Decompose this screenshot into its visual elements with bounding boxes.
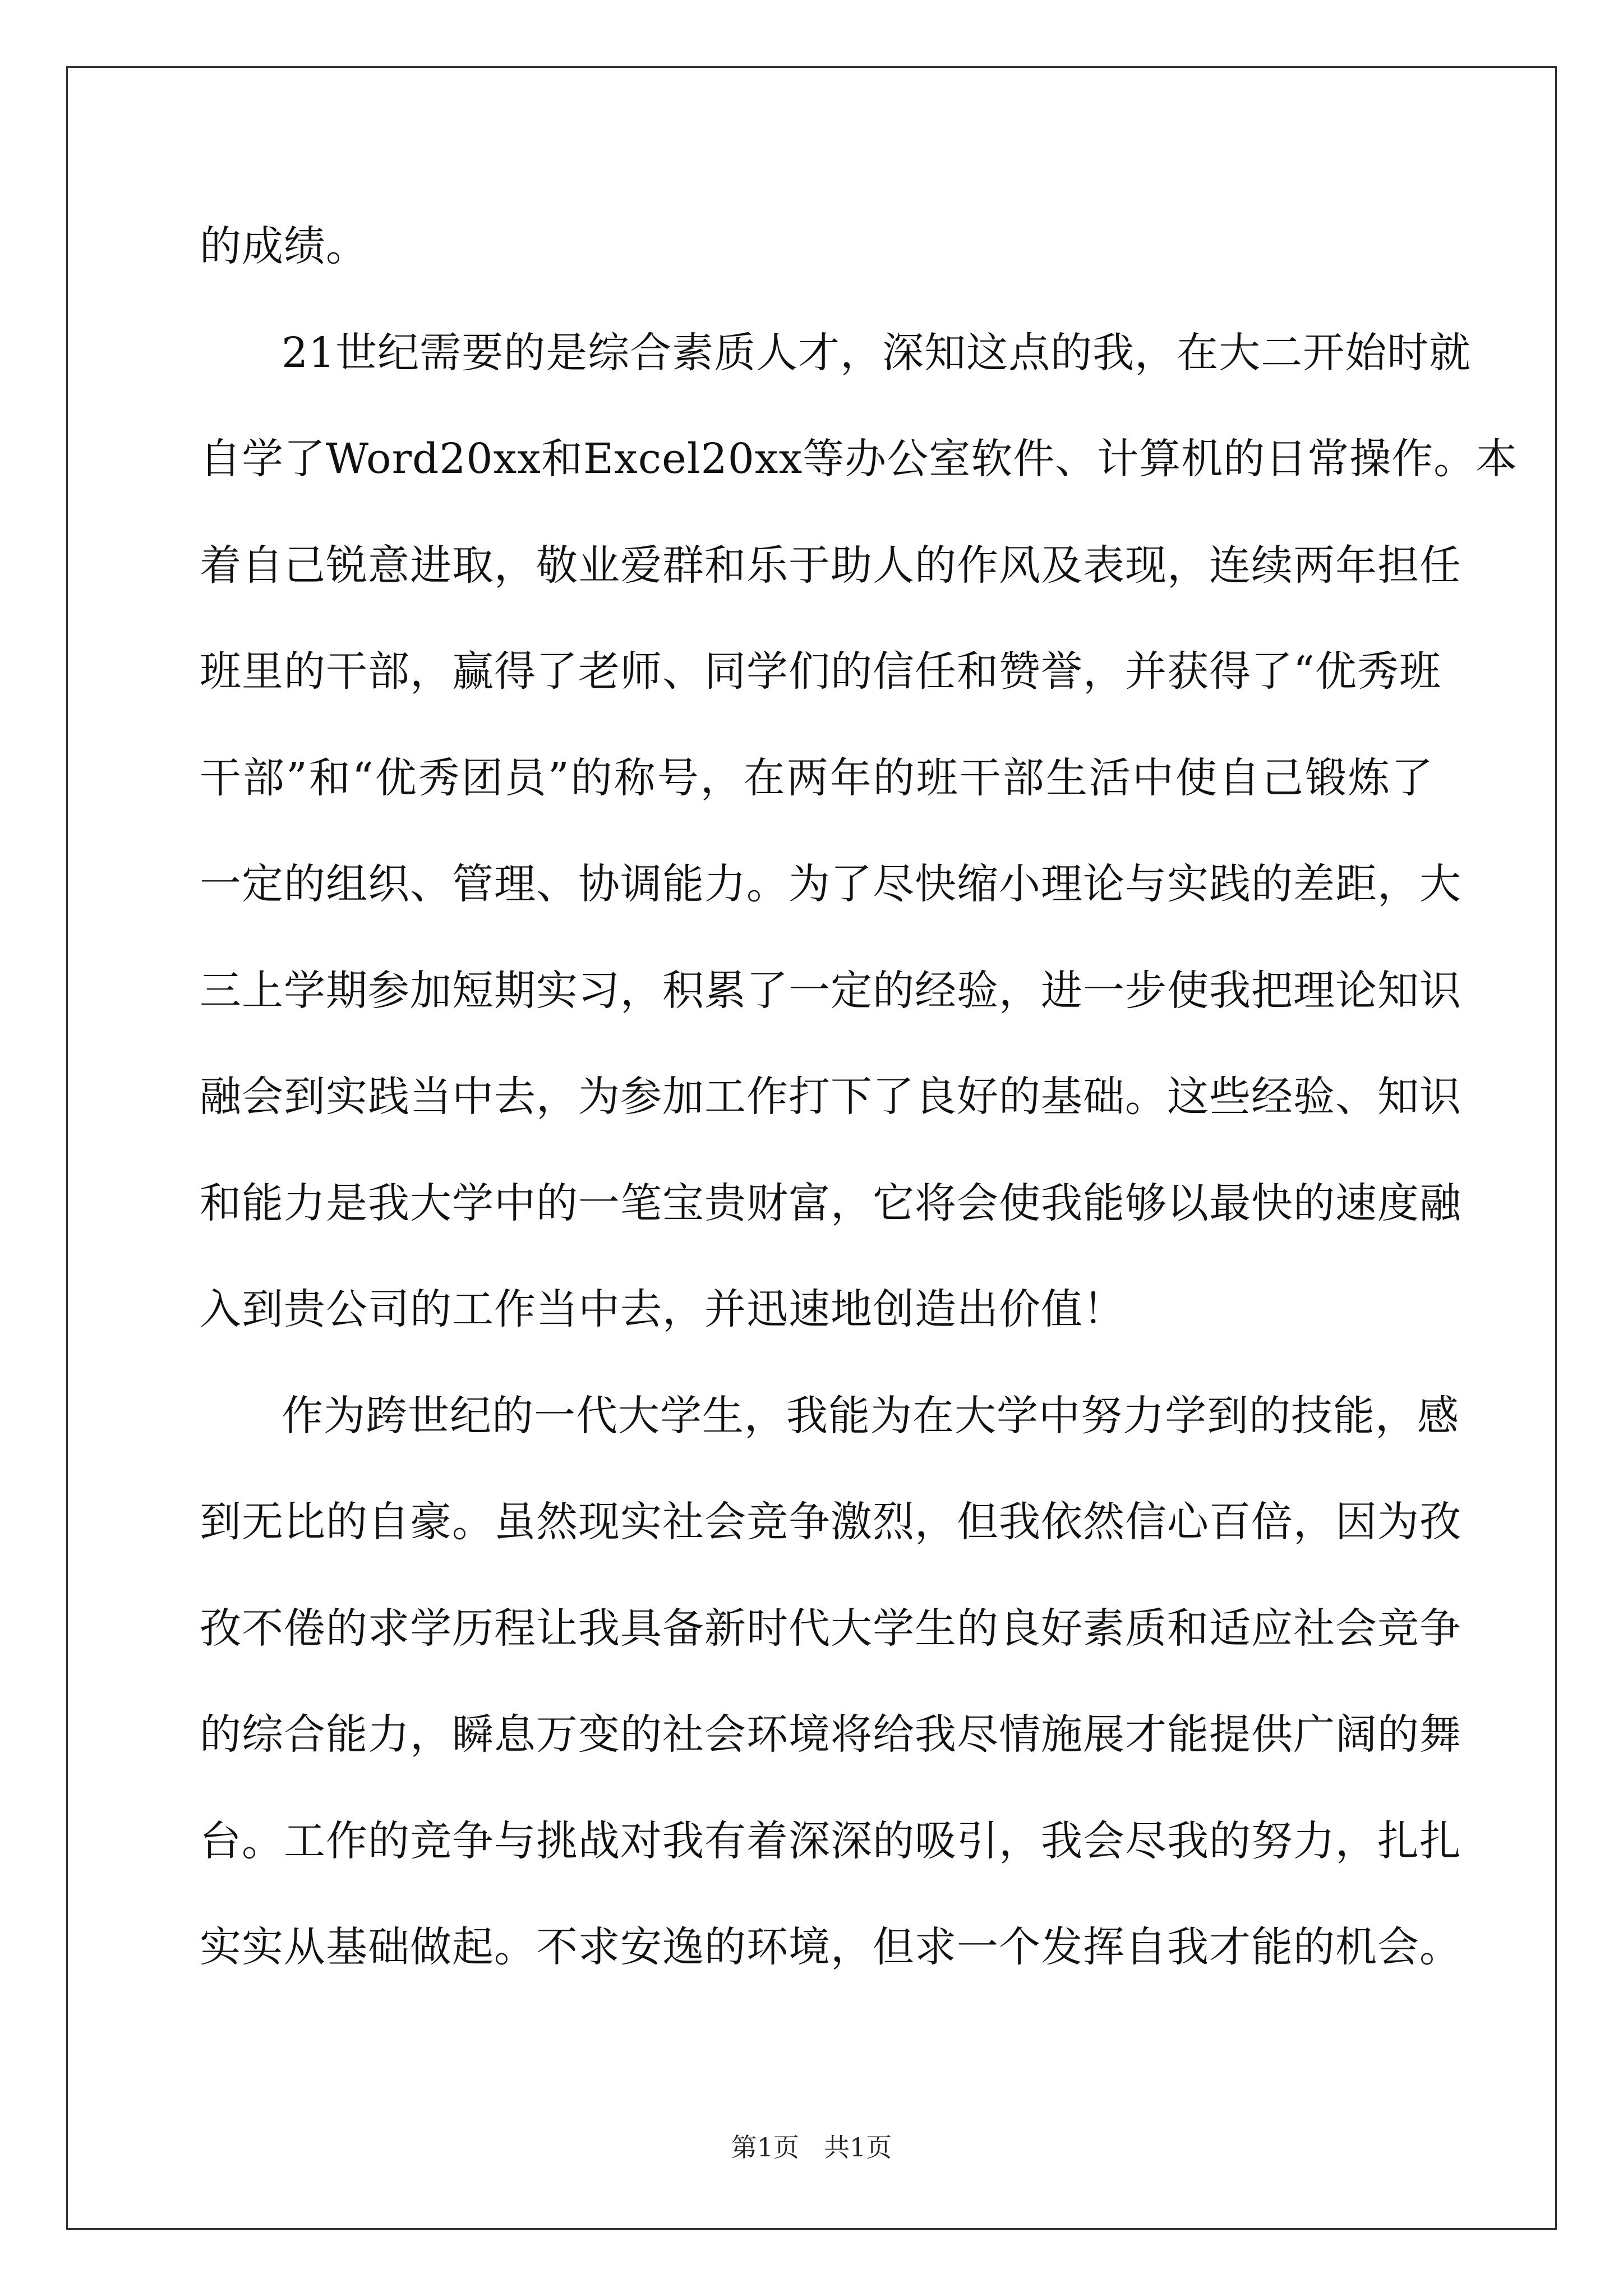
text-line: 到无比的自豪。虽然现实社会竞争激烈，但我依然信心百倍，因为孜 [200, 1498, 1461, 1546]
text-line: 作为跨世纪的一代大学生，我能为在大学中努力学到的技能，感 [282, 1391, 1459, 1440]
page-footer [0, 2131, 1623, 2164]
text-line: 融会到实践当中去，为参加工作打下了良好的基础。这些经验、知识 [200, 1073, 1461, 1121]
document-body [200, 212, 1518, 2019]
text-line: 着自己锐意进取，敬业爱群和乐于助人的作风及表现，连续两年担任 [200, 541, 1461, 590]
text-line: 的综合能力，瞬息万变的社会环境将给我尽情施展才能提供广阔的舞 [200, 1710, 1461, 1759]
text-line: 班里的干部，赢得了老师、同学们的信任和赞誉，并获得了“优秀班 [200, 647, 1441, 696]
text-line: 实实从基础做起。不求安逸的环境，但求一个发挥自我才能的机会。 [200, 1923, 1461, 1971]
text-line: 的成绩。 [200, 222, 368, 270]
text-line: 和能力是我大学中的一笔宝贵财富，它将会使我能够以最快的速度融 [200, 1179, 1461, 1227]
text-line: 21世纪需要的是综合素质人才，深知这点的我，在大二开始时就 [282, 328, 1472, 377]
text-line: 干部”和“优秀团员”的称号，在两年的班干部生活中使自己锻炼了 [200, 753, 1433, 802]
text-line: 一定的组织、管理、协调能力。为了尽快缩小理论与实践的差距，大 [200, 860, 1461, 908]
text-line: 三上学期参加短期实习，积累了一定的经验，进一步使我把理论知识 [200, 966, 1461, 1015]
page-number: 第1页 [731, 2132, 800, 2162]
text-line: 入到贵公司的工作当中去，并迅速地创造出价值！ [200, 1285, 1125, 1333]
text-line: 孜不倦的求学历程让我具备新时代大学生的良好素质和适应社会竞争 [200, 1604, 1461, 1653]
page-total: 共1页 [823, 2132, 892, 2162]
text-line: 台。工作的竞争与挑战对我有着深深的吸引，我会尽我的努力，扎扎 [200, 1816, 1461, 1865]
text-line: 自学了Word20xx和Excel20xx等办公室软件、计算机的日常操作。本 [200, 435, 1518, 483]
footer-spacer [799, 2132, 824, 2162]
